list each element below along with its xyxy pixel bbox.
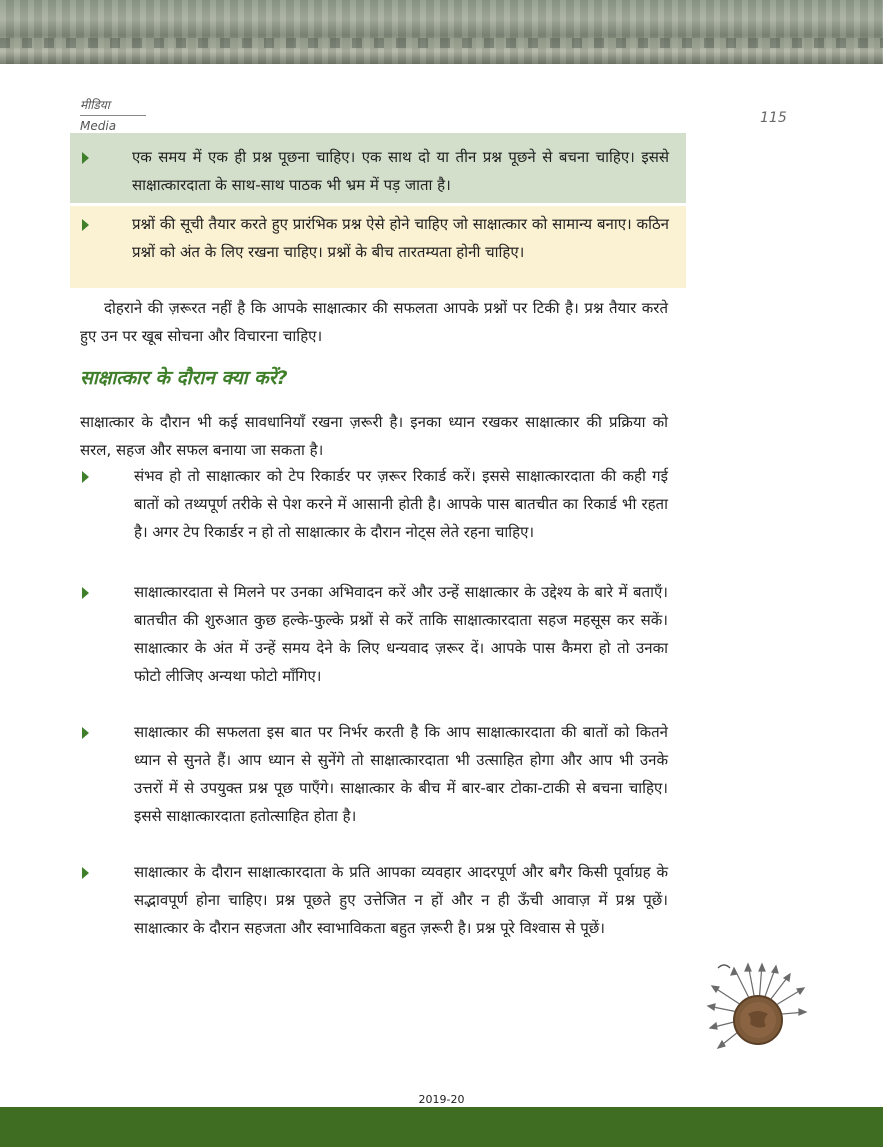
section-heading: साक्षात्कार के दौरान क्या करें? <box>80 367 288 389</box>
triangle-bullet-icon <box>82 219 89 231</box>
triangle-bullet-icon <box>82 471 89 483</box>
tip-box-green <box>70 133 686 203</box>
footer-band <box>0 1107 883 1147</box>
tip-text: प्रश्नों की सूची तैयार करते हुए प्रारंभिक प्रश्न ऐसे होने चाहिए जो साक्षात्कार को सामान्य बनाए। कठिन प्रश्नों को अंत के लिए रखना चाहिए। प्रश्नों के बीच तारतम्यता होनी चाहिए। <box>132 215 669 261</box>
body-paragraph: दोहराने की ज़रूरत नहीं है कि आपके साक्षात्कार की सफलता आपके प्रश्नों पर टिकी है। प्रश्न तैयार करते हुए उन पर खूब सोचना और विचारना चाहिए। <box>80 299 668 345</box>
list-item-text: साक्षात्कारदाता से मिलने पर उनका अभिवादन करें और उन्हें साक्षात्कार के उद्देश्य के बारे में बताएँ। बातचीत की शुरुआत कुछ हल्के-फुल्के प्रश्नों से करें ताकि साक्षात्कारदाता सहज महसूस कर सकें। साक्षात्कार के अंत में उन्हें समय देने के लिए धन्यवाद ज़रूर दें। आपके पास कैमरा हो तो उनका फोटो लीजिए अन्यथा फोटो माँगिए। <box>134 583 668 685</box>
running-head-english: Media <box>80 119 117 133</box>
shield-with-arrows-icon <box>704 962 812 1070</box>
list-item-text: संभव हो तो साक्षात्कार को टेप रिकार्डर पर ज़रूर रिकार्ड करें। इससे साक्षात्कारदाता की कही गई बातों को तथ्यपूर्ण तरीके से पेश करने में आसानी होती है। आपके पास बातचीत का रिकार्ड भी रहता है। अगर टेप रिकार्डर न हो तो साक्षात्कार के दौरान नोट्स लेते रहना चाहिए। <box>134 467 668 541</box>
footer-year: 2019-20 <box>418 1093 465 1106</box>
triangle-bullet-icon <box>82 587 89 599</box>
page-number: 115 <box>760 110 787 126</box>
triangle-bullet-icon <box>82 152 89 164</box>
running-head-hindi: मीडिया <box>80 98 110 112</box>
tip-text: एक समय में एक ही प्रश्न पूछना चाहिए। एक साथ दो या तीन प्रश्न पूछने से बचना चाहिए। इससे साक्षात्कारदाता के साथ-साथ पाठक भी भ्रम में पड़ जाता है। <box>132 148 669 194</box>
running-head-rule <box>80 115 146 116</box>
triangle-bullet-icon <box>82 867 89 879</box>
body-paragraph: साक्षात्कार के दौरान भी कई सावधानियाँ रखना ज़रूरी है। इनका ध्यान रखकर साक्षात्कार की प्रक्रिया को सरल, सहज और सफल बनाया जा सकता है। <box>80 413 668 459</box>
tip-box-cream <box>70 206 686 288</box>
list-item-text: साक्षात्कार के दौरान साक्षात्कारदाता के प्रति आपका व्यवहार आदरपूर्ण और बगैर किसी पूर्वाग्रह के सद्भावपूर्ण होना चाहिए। प्रश्न पूछते हुए उत्तेजित न हों और न ही ऊँची आवाज़ में प्रश्न पूछें। साक्षात्कार के दौरान सहजता और स्वाभाविकता बहुत ज़रूरी है। प्रश्न पूरे विश्वास से पूछें। <box>134 863 668 937</box>
triangle-bullet-icon <box>82 727 89 739</box>
list-item-text: साक्षात्कार की सफलता इस बात पर निर्भर करती है कि आप साक्षात्कारदाता की बातों को कितने ध्यान से सुनते हैं। आप ध्यान से सुनेंगे तो साक्षात्कारदाता भी उत्साहित होगा और आप भी उनके उत्तरों में से उपयुक्त प्रश्न पूछ पाएँगे। साक्षात्कार के बीच में बार-बार टोका-टाकी से बचना चाहिए। इससे साक्षात्कारदाता हतोत्साहित होता है। <box>134 723 668 825</box>
carved-stone-header-band <box>0 0 883 64</box>
running-head <box>80 96 146 133</box>
